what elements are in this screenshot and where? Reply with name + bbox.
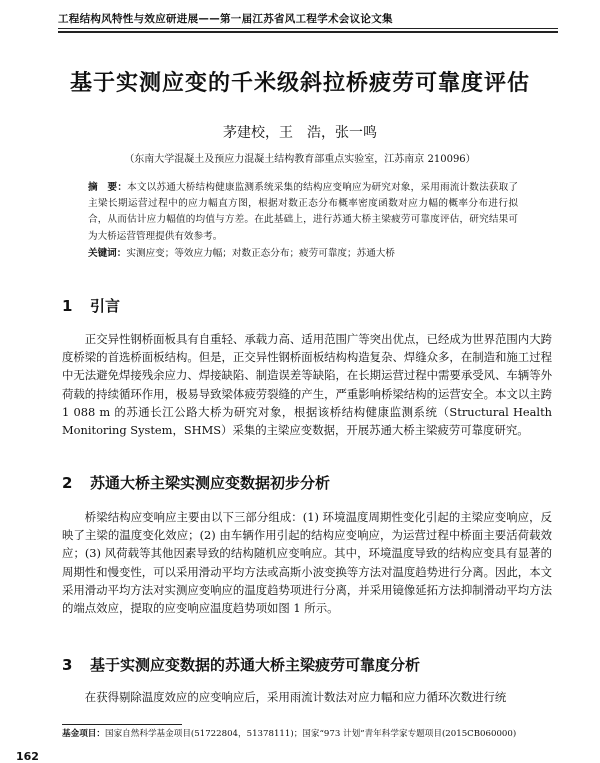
paper-title: 基于实测应变的千米级斜拉桥疲劳可靠度评估 [69,70,530,96]
affiliation: （东南大学混凝土及预应力混凝土结构教育部重点实验室，江苏南京 210096） [124,154,476,165]
section-2-paragraph: 桥梁结构应变响应主要由以下三部分组成：(1) 环境温度周期性变化引起的主梁应变响应，反映了主梁的温度变化效应；(2) 由车辆作用引起的结构应变响应，为运营过程中桥面主要活荷载效应；(3) 风荷载等其他因素导致的结构随机应变响应。其中，环境温度导致的结构应变具有显著的周期性和慢变性，可以采用滑动平均方法或高斯小波变换等方法对温度趋势进行分离。因此，本文采用滑动平均方法对实测应变响应的温度趋势项进行分离，并采用镜像延拓方法抑制滑动平均方法的端点效应，提取的应变响应温度趋势项如图 1 所示。 [62,510,552,616]
footnote-rule [62,724,182,725]
abstract-text: 本文以苏通大桥结构健康监测系统采集的结构应变响应为研究对象，采用雨流计数法获取了主梁长期运营过程中的应力幅直方图，根据对数正态分布概率密度函数对应力幅的概率分布进行拟合，从而估计应力幅值的均值与方差。在此基础上，进行苏通大桥主梁疲劳可靠度评估，研究结果可为大桥运营管理提供有效参考。 [88,182,519,242]
header-rule [58,28,558,29]
footnote-text: 国家自然科学基金项目(51722804，51378111)；国家“973 计划”青年科学家专题项目(2015CB060000) [104,729,517,739]
section-1-paragraph: 正交异性钢桥面板具有自重轻、承载力高、适用范围广等突出优点，已经成为世界范围内大跨度桥梁的首选桥面板结构。但是，正交异性钢桥面板结构构造复杂、焊缝众多，在制造和施工过程中无法避免焊接残余应力、焊接缺陷、制造误差等缺陷，在长期运营过程中需要承受风、车辆等外荷载的持续循环作用，极易导致梁体疲劳裂缝的产生，严重影响桥梁结构的运营安全。本文以主跨 1 088 m 的苏通长江公路大桥为研究对象，根据该桥结构健康监测系统（Structural Health Monitoring System，SHMS）采集的主梁应变数据，开展苏通大桥主梁疲劳可靠度研究。 [62,332,552,438]
section-title: 基于实测应变数据的苏通大桥主梁疲劳可靠度分析 [90,656,421,674]
running-head: 工程结构风特性与效应研进展——第一届江苏省风工程学术会议论文集 [58,13,393,25]
abstract-label: 摘 要： [88,182,128,193]
section-number: 1 [62,297,73,315]
section-3-paragraph: 在获得剔除温度效应的应变响应后，采用雨流计数法对应力幅和应力循环次数进行统 [84,690,507,704]
footnote-label: 基金项目： [62,729,105,739]
section-heading-1 [62,295,120,316]
header-rule-thick [58,31,558,33]
page-number: 162 [16,750,39,763]
keywords-label: 关键词： [88,248,127,259]
section-title: 引言 [90,297,121,315]
abstract [88,180,518,245]
section-number: 2 [62,474,73,492]
keywords-text: 实测应变；等效应力幅；对数正态分布；疲劳可靠度；苏通大桥 [126,248,395,259]
section-title: 苏通大桥主梁实测应变数据初步分析 [90,474,331,492]
keywords [88,246,518,262]
footnote [62,727,552,739]
authors: 茅建校，王 浩，张一鸣 [223,125,377,141]
section-number: 3 [62,656,73,674]
section-heading-2 [62,472,330,493]
section-heading-3 [62,654,420,675]
